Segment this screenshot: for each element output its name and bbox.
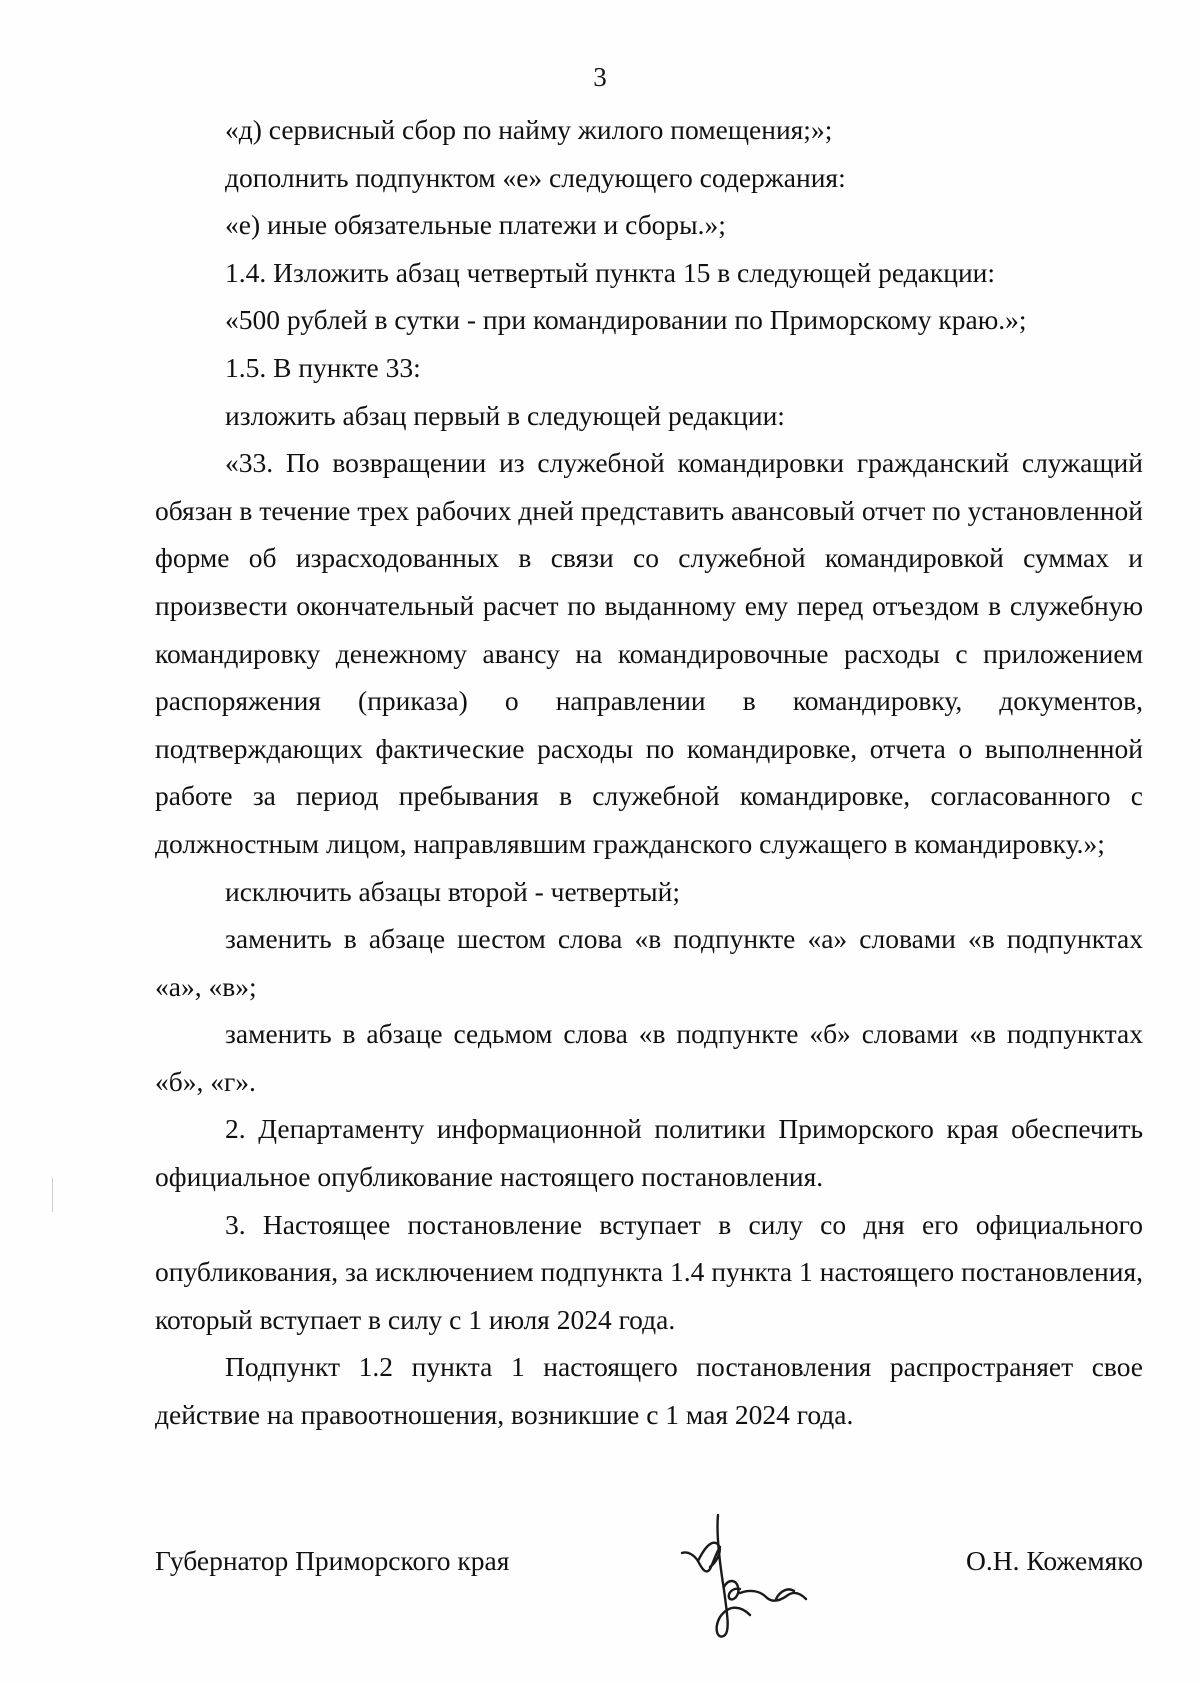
paragraph-new-first-abzac: изложить абзац первый в следующей редакции: bbox=[225, 399, 785, 431]
signature-icon bbox=[680, 1495, 850, 1640]
paragraph-replace-sixth: заменить в абзаце шестом слова «в подпункте «а» словами «в подпунктах «а», «в»; bbox=[155, 923, 1143, 1002]
paragraph-add-subitem-e: дополнить подпунктом «е» следующего содержания: bbox=[225, 161, 846, 193]
paragraph-item-2: 2. Департаменту информационной политики Приморского края обеспечить официальное опубликование настоящего постановления. bbox=[155, 1113, 1143, 1193]
paragraph-item-3: 3. Настоящее постановление вступает в силу со дня его официального опубликования, за исключением подпункта 1.4 пункта 1 настоящего постановления, который вступает в силу с 1 июля 2024 года. bbox=[155, 1208, 1143, 1335]
paragraph-subitem-d: «д) сервисный сбор по найму жилого помещения;»; bbox=[225, 114, 833, 145]
paragraph-item-1-5: 1.5. В пункте 33: bbox=[225, 351, 421, 383]
governor-title: Губернатор Приморского края bbox=[155, 1545, 510, 1576]
paragraph-subitem-1-2: Подпункт 1.2 пункта 1 настоящего постановления распространяет свое действие на правоотношения, возникшие с 1 мая 2024 года. bbox=[155, 1351, 1143, 1431]
paragraph-500-rubles: «500 рублей в сутки - при командировании по Приморскому краю.»; bbox=[225, 304, 1027, 336]
paragraph-replace-seventh: заменить в абзаце седьмом слова «в подпункте «б» словами «в подпунктах «б», «г». bbox=[155, 1018, 1143, 1097]
scan-edge-mark bbox=[52, 1178, 53, 1212]
paragraph-item-1-4: 1.4. Изложить абзац четвертый пункта 15 в следующей редакции: bbox=[225, 256, 996, 288]
paragraph-clause-33: «33. По возвращении из служебной командировки гражданский служащий обязан в течение трех рабочих дней представить авансовый отчет по установленной форме об израсходованных в связи со служебной командировкой суммах и произвести окончательный расчет по выданному ему перед отъездом в служебную командировку денежному авансу на командировочные расходы с приложением распоряжения (приказа) о направлении в командировку, документов, подтверждающих фактические расходы по командировке, отчета о выполненной работе за период пребывания в служебной командировке, согласованного с должностным лицом, направлявшим гражданского служащего в командировку.»; bbox=[155, 447, 1143, 859]
page-number: 3 bbox=[593, 62, 607, 92]
paragraph-subitem-e: «е) иные обязательные платежи и сборы.»; bbox=[225, 209, 726, 241]
signer-name: О.Н. Кожемяко bbox=[966, 1545, 1143, 1576]
paragraph-exclude-abzacs: исключить абзацы второй - четвертый; bbox=[225, 875, 680, 907]
document-body bbox=[155, 106, 1143, 1439]
